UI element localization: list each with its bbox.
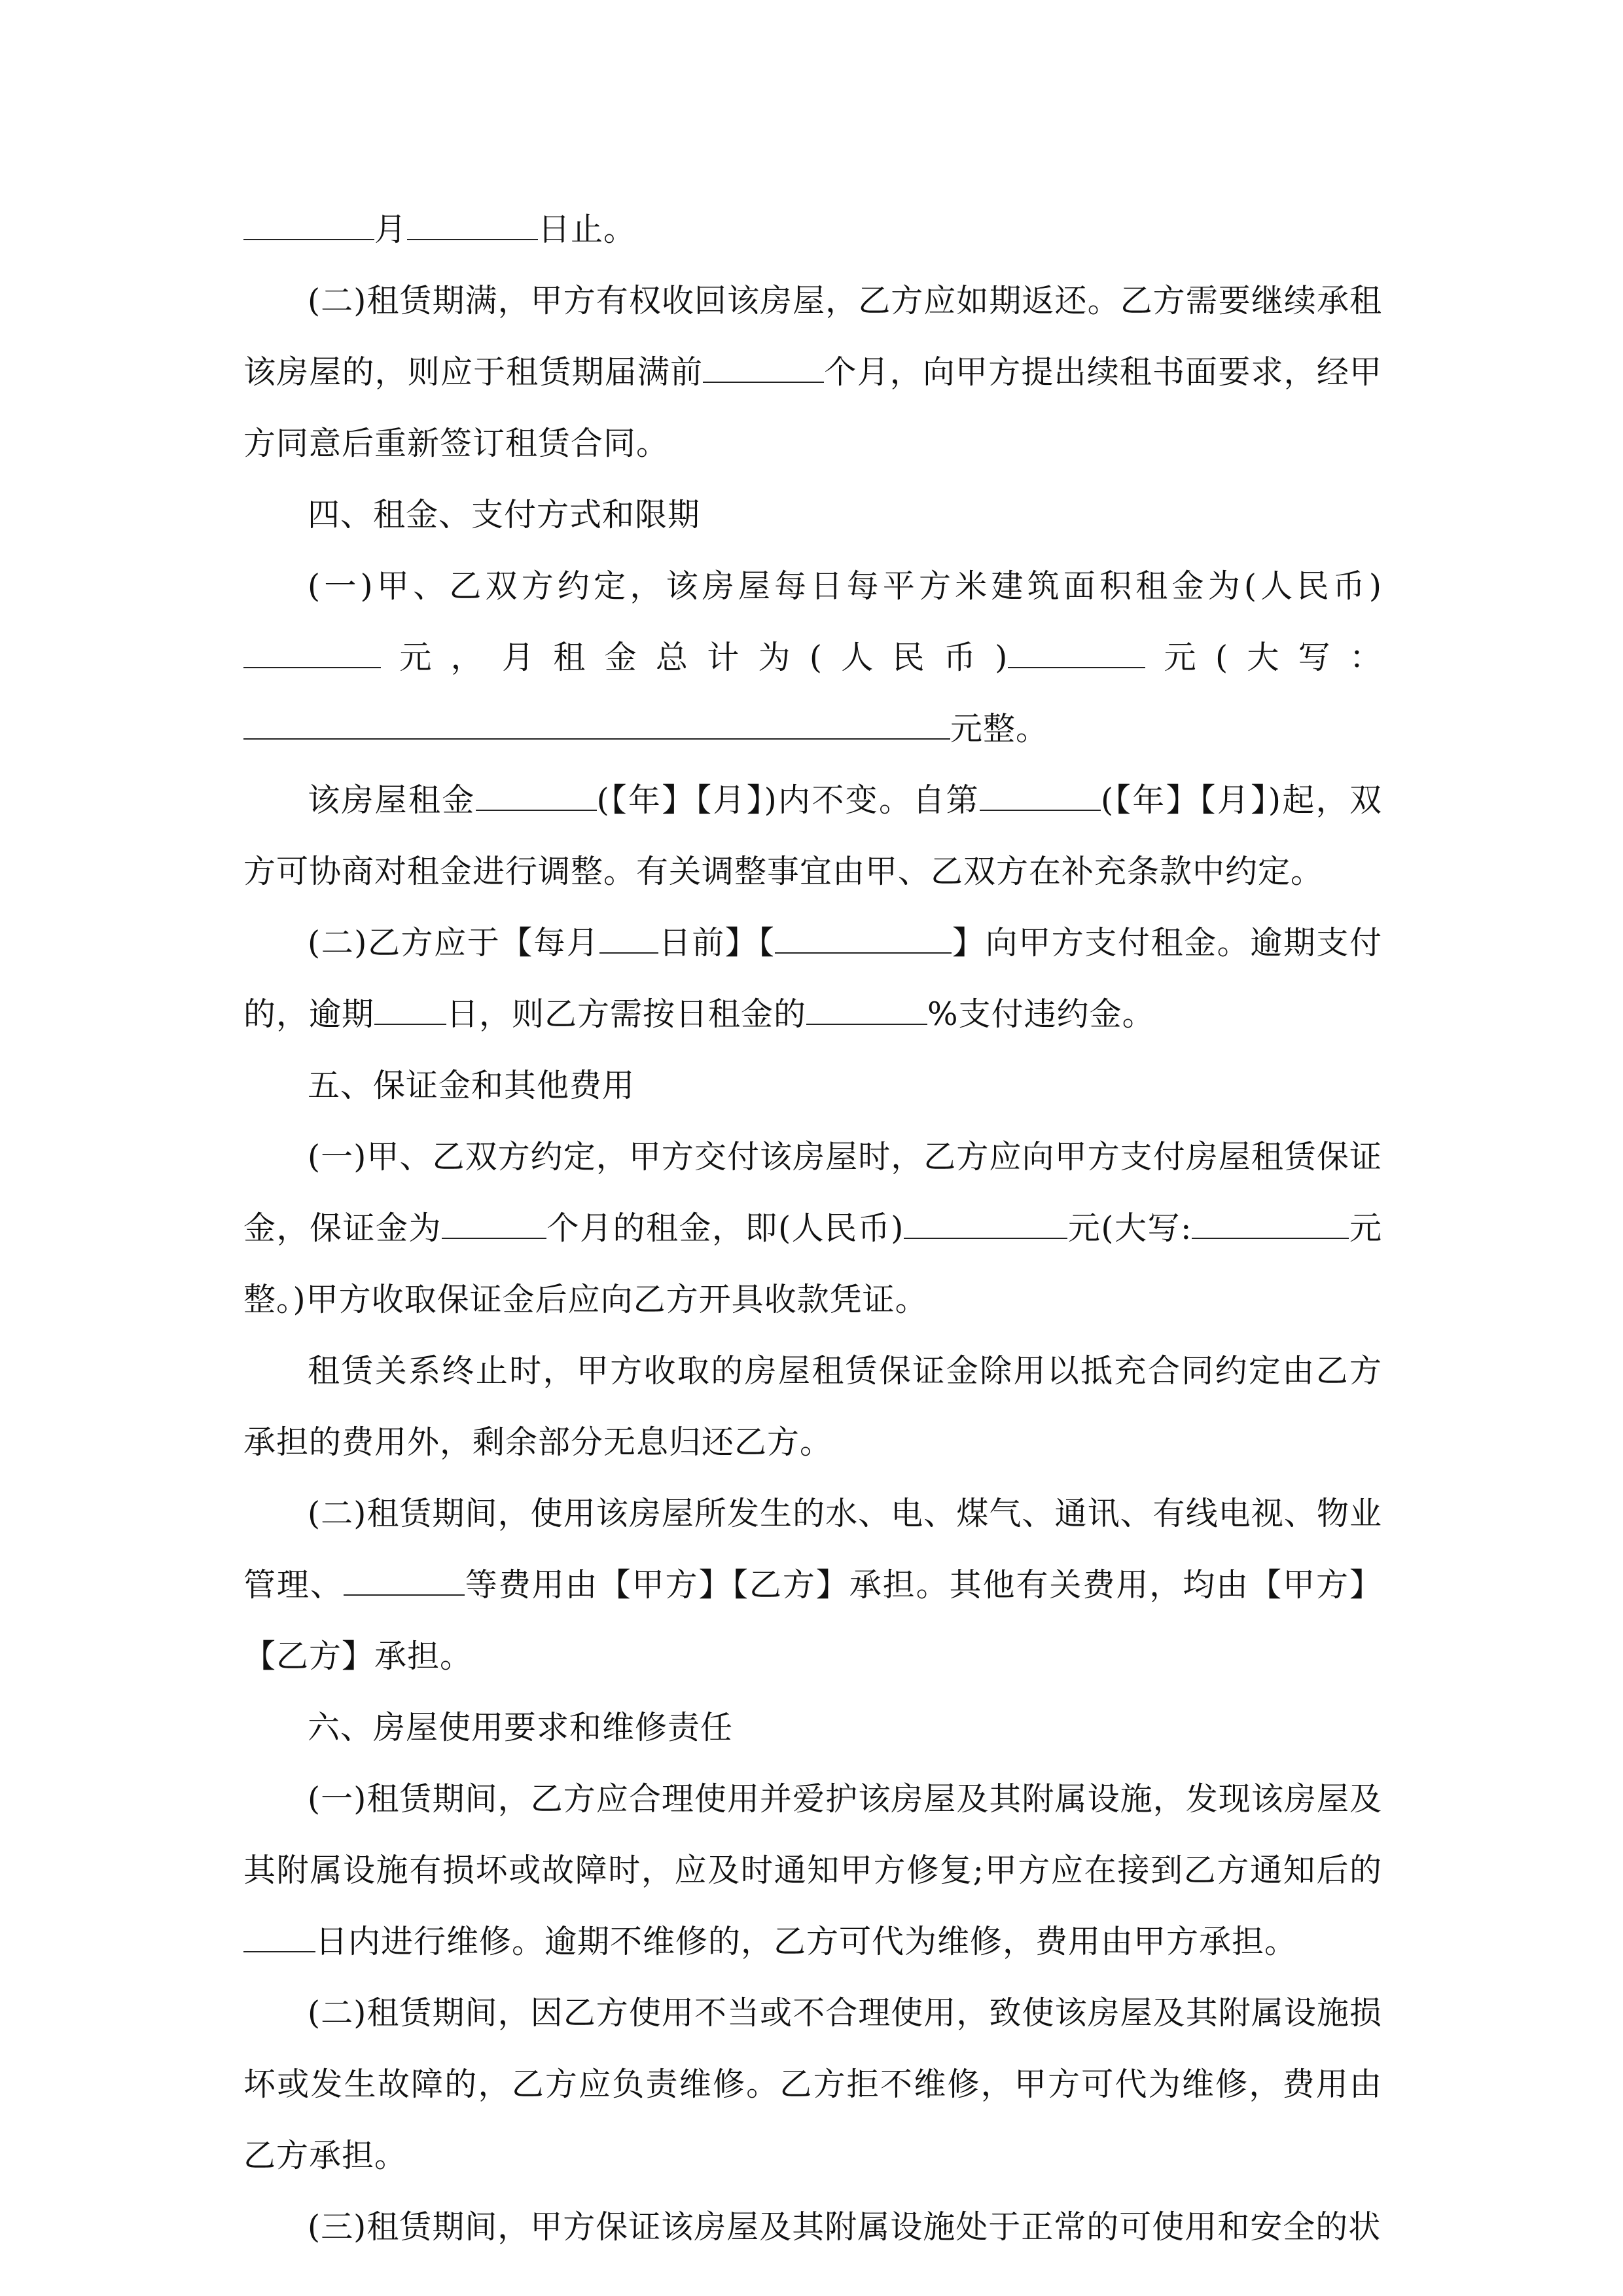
clause-5-1 <box>243 1121 1382 1335</box>
section-heading-4: 四、租金、支付方式和限期 <box>308 496 701 533</box>
clause-3-2 <box>243 265 1382 479</box>
blank-rent-adjust-from[interactable] <box>980 781 1101 811</box>
section-heading-5: 五、保证金和其他费用 <box>308 1067 635 1104</box>
clause-4-1-text-c: 元(大写： <box>1145 639 1382 676</box>
term-end-line <box>243 194 1382 265</box>
blank-penalty-rate[interactable] <box>806 995 927 1025</box>
clause-5-1-text-d: 元整。)甲方收取保证金后应向乙方开具收款凭证。 <box>243 1210 1382 1318</box>
clause-4-1 <box>243 550 1382 764</box>
text-day-end: 日止。 <box>538 211 637 248</box>
blank-daily-rent[interactable] <box>243 638 381 668</box>
clause-5-2-text-a: (二)租赁期间，使用该房屋所发生的水、电、煤气、通讯、有线电视、物业管理、 <box>243 1495 1382 1604</box>
blank-end-day[interactable] <box>407 210 538 240</box>
contract-body <box>243 194 1382 2263</box>
clause-4-2-text-b: 日前】【 <box>658 924 776 961</box>
blank-repair-days[interactable] <box>243 1922 315 1952</box>
clause-4-1-text-d: 元整。 <box>950 710 1049 747</box>
clause-5-2 <box>243 1478 1382 1692</box>
clause-4-2 <box>243 907 1382 1050</box>
clause-6-3: (三)租赁期间，甲方保证该房屋及其附属设施处于正常的可使用和安全的状 <box>308 2208 1382 2246</box>
clause-6-1-text-a: (一)租赁期间，乙方应合理使用并爱护该房屋及其附属设施，发现该房屋及其附属设施有损坏或故障时，应及时通知甲方修复;甲方应在接到乙方通知后的 <box>243 1780 1382 1889</box>
clause-4-2-text-c: 】向甲方支付租金。逾期支付的，逾期 <box>243 924 1382 1033</box>
clause-4-2-text-d: 日，则乙方需按日租金的 <box>446 996 807 1033</box>
text-month: 月 <box>374 211 408 248</box>
blank-end-month[interactable] <box>243 210 374 240</box>
clause-3-2-text-a: (二)租赁期满，甲方有权收回该房屋，乙方应如期返还。乙方需要继续承租该房屋的，则应于租赁期届满前 <box>243 282 1382 391</box>
clause-5-1-refund: 租赁关系终止时，甲方收取的房屋租赁保证金除用以抵充合同约定由乙方承担的费用外，剩余部分无息归还乙方。 <box>243 1352 1382 1461</box>
blank-other-fees[interactable] <box>344 1566 465 1596</box>
blank-monthly-rent[interactable] <box>1008 638 1145 668</box>
clause-4-1-text-b: 元，月租金总计为(人民币) <box>381 639 1008 676</box>
blank-monthly-rent-words[interactable] <box>243 709 950 740</box>
clause-5-1-text-c: 元(大写: <box>1067 1210 1192 1247</box>
blank-overdue-days[interactable] <box>374 995 446 1025</box>
clause-5-1-text-b: 个月的租金，即(人民币) <box>546 1210 904 1247</box>
blank-deposit-words[interactable] <box>1192 1209 1349 1239</box>
clause-3-2-text-b: 个月，向甲方提出续租书面要求，经甲方同意后重新签订租赁合同。 <box>243 353 1382 462</box>
blank-deposit-amount[interactable] <box>904 1209 1067 1239</box>
rent-period-text-c: (【年】【月】)起，双方可协商对租金进行调整。有关调整事宜由甲、乙双方在补充条款中约定。 <box>243 781 1382 890</box>
section-heading-6: 六、房屋使用要求和维修责任 <box>308 1709 734 1746</box>
rent-period-text-b: (【年】【月】)内不变。自第 <box>596 781 980 819</box>
blank-payment-other[interactable] <box>775 924 952 954</box>
clause-4-2-text-e: %支付违约金。 <box>927 996 1155 1033</box>
clause-5-1-text-a: (一)甲、乙双方约定，甲方交付该房屋时，乙方应向甲方支付房屋租赁保证金，保证金为 <box>243 1138 1382 1247</box>
clause-5-2-text-b: 等费用由【甲方】【乙方】承担。其他有关费用，均由【甲方】【乙方】承担。 <box>243 1566 1382 1675</box>
clause-6-1 <box>243 1763 1382 1977</box>
clause-4-1-text-a: (一)甲、乙双方约定，该房屋每日每平方米建筑面积租金为(人民币) <box>308 567 1382 605</box>
clause-6-2: (二)租赁期间，因乙方使用不当或不合理使用，致使该房屋及其附属设施损坏或发生故障的，乙方应负责维修。乙方拒不维修，甲方可代为维修，费用由乙方承担。 <box>243 1994 1382 2174</box>
blank-renewal-months[interactable] <box>703 353 824 383</box>
clause-6-1-text-b: 日内进行维修。逾期不维修的，乙方可代为维修，费用由甲方承担。 <box>315 1923 1298 1960</box>
blank-payment-day[interactable] <box>599 924 658 954</box>
blank-deposit-months[interactable] <box>442 1209 546 1239</box>
blank-rent-fixed-period[interactable] <box>476 781 597 811</box>
rent-period-text-a: 该房屋租金 <box>308 781 476 819</box>
clause-4-2-text-a: (二)乙方应于【每月 <box>308 924 600 961</box>
clause-4-1-rent-period <box>243 764 1382 907</box>
